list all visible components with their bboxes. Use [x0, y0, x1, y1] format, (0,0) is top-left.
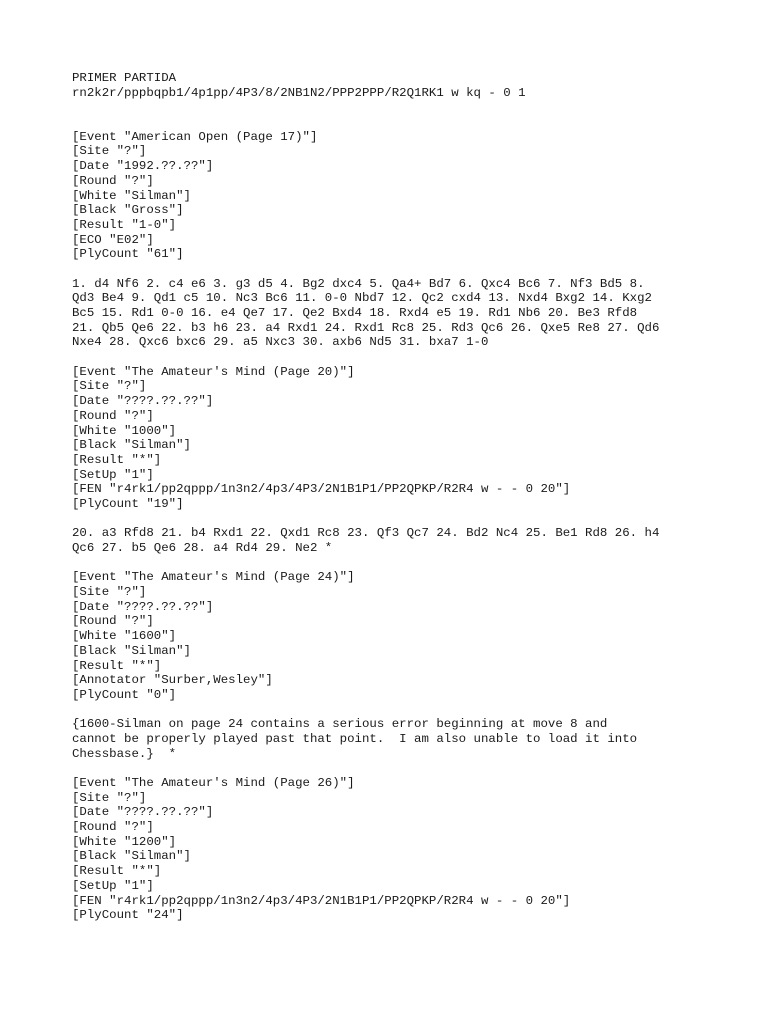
pgn-tag-line: [Result "*"]	[72, 864, 162, 879]
pgn-document	[72, 71, 752, 923]
game-block	[72, 570, 752, 776]
spacer	[72, 761, 752, 776]
spacer	[72, 512, 752, 527]
pgn-tag-line: [Site "?"]	[72, 585, 147, 600]
pgn-tag-line: [Round "?"]	[72, 408, 154, 423]
game-block	[72, 365, 752, 571]
pgn-tag-line: [Site "?"]	[72, 790, 147, 805]
move-text-line: 21. Qb5 Qe6 22. b3 h6 23. a4 Rxd1 24. Rxd1 Rc8 25. Rd3 Qc6 26. Qxe5 Re8 27. Qd6	[72, 320, 660, 335]
pgn-tag-line: [SetUp "1"]	[72, 467, 154, 482]
pgn-tag-line: [Round "?"]	[72, 614, 154, 629]
spacer	[72, 262, 752, 277]
pgn-tag-line: [PlyCount "61"]	[72, 247, 184, 262]
move-text-line: 20. a3 Rfd8 21. b4 Rxd1 22. Qxd1 Rc8 23. Qf3 Qc7 24. Bd2 Nc4 25. Be1 Rd8 26. h4	[72, 526, 660, 541]
pgn-tag-line: [PlyCount "0"]	[72, 687, 177, 702]
pgn-tag-line: [FEN "r4rk1/pp2qppp/1n3n2/4p3/4P3/2N1B1P1/PP2QPKP/R2R4 w - - 0 20"]	[72, 482, 571, 497]
pgn-tag-line: [PlyCount "24"]	[72, 908, 184, 923]
pgn-tag-line: [White "1600"]	[72, 629, 177, 644]
game-moves	[72, 277, 752, 350]
pgn-tag-line: [White "1200"]	[72, 834, 177, 849]
pgn-tag-line: [Round "?"]	[72, 173, 154, 188]
game-tags	[72, 365, 752, 512]
game-block	[72, 776, 752, 923]
pgn-tag-line: [White "Silman"]	[72, 188, 191, 203]
pgn-tag-line: [Site "?"]	[72, 144, 147, 159]
game-moves	[72, 717, 752, 761]
pgn-tag-line: [Black "Silman"]	[72, 438, 191, 453]
pgn-tag-line: [Result "*"]	[72, 658, 162, 673]
spacer	[72, 703, 752, 718]
document-title: PRIMER PARTIDA	[72, 71, 177, 85]
spacer	[72, 350, 752, 365]
game-tags	[72, 776, 752, 923]
game-moves	[72, 526, 752, 555]
pgn-tag-line: [FEN "r4rk1/pp2qppp/1n3n2/4p3/4P3/2N1B1P1/PP2QPKP/R2R4 w - - 0 20"]	[72, 893, 571, 908]
pgn-tag-line: [Date "1992.??.??"]	[72, 159, 214, 174]
pgn-tag-line: [SetUp "1"]	[72, 878, 154, 893]
pgn-tag-line: [Result "1-0"]	[72, 217, 177, 232]
pgn-tag-line: [Black "Gross"]	[72, 203, 184, 218]
move-text-line: cannot be properly played past that point. I am also unable to load it into	[72, 731, 638, 746]
pgn-tag-line: [Annotator "Surber,Wesley"]	[72, 673, 273, 688]
pgn-tag-line: [PlyCount "19"]	[72, 496, 184, 511]
position-fen: rn2k2r/pppbqpb1/4p1pp/4P3/8/2NB1N2/PPP2PPP/R2Q1RK1 w kq - 0 1	[72, 85, 526, 100]
move-text-line: Nxe4 28. Qxc6 bxc6 29. a5 Nxc3 30. axb6 Nd5 31. bxa7 1-0	[72, 335, 489, 350]
pgn-tag-line: [Date "????.??.??"]	[72, 805, 214, 820]
pgn-tag-line: [Event "American Open (Page 17)"]	[72, 129, 318, 144]
pgn-tag-line: [Event "The Amateur's Mind (Page 26)"]	[72, 776, 355, 791]
move-text-line: Chessbase.} *	[72, 746, 177, 761]
games-list	[72, 130, 752, 923]
pgn-tag-line: [Event "The Amateur's Mind (Page 24)"]	[72, 570, 355, 585]
move-text-line: Qc6 27. b5 Qe6 28. a4 Rd4 29. Ne2 *	[72, 541, 333, 556]
pgn-tag-line: [Black "Silman"]	[72, 643, 191, 658]
pgn-tag-line: [White "1000"]	[72, 423, 177, 438]
pgn-tag-line: [Result "*"]	[72, 452, 162, 467]
pgn-tag-line: [Site "?"]	[72, 379, 147, 394]
move-text-line: 1. d4 Nf6 2. c4 e6 3. g3 d5 4. Bg2 dxc4 5. Qa4+ Bd7 6. Qxc4 Bc6 7. Nf3 Bd5 8.	[72, 276, 645, 291]
spacer	[72, 100, 752, 129]
spacer	[72, 556, 752, 571]
pgn-tag-line: [Round "?"]	[72, 820, 154, 835]
pgn-tag-line: [Date "????.??.??"]	[72, 394, 214, 409]
game-block	[72, 130, 752, 365]
game-tags	[72, 130, 752, 262]
pgn-tag-line: [ECO "E02"]	[72, 232, 154, 247]
pgn-tag-line: [Date "????.??.??"]	[72, 599, 214, 614]
move-text-line: Bc5 15. Rd1 0-0 16. e4 Qe7 17. Qe2 Bxd4 18. Rxd4 e5 19. Rd1 Nb6 20. Be3 Rfd8	[72, 306, 638, 321]
pgn-tag-line: [Event "The Amateur's Mind (Page 20)"]	[72, 364, 355, 379]
move-text-line: Qd3 Be4 9. Qd1 c5 10. Nc3 Bc6 11. 0-0 Nbd7 12. Qc2 cxd4 13. Nxd4 Bxg2 14. Kxg2	[72, 291, 652, 306]
game-tags	[72, 570, 752, 702]
move-text-line: {1600-Silman on page 24 contains a serious error beginning at move 8 and	[72, 717, 608, 732]
pgn-tag-line: [Black "Silman"]	[72, 849, 191, 864]
